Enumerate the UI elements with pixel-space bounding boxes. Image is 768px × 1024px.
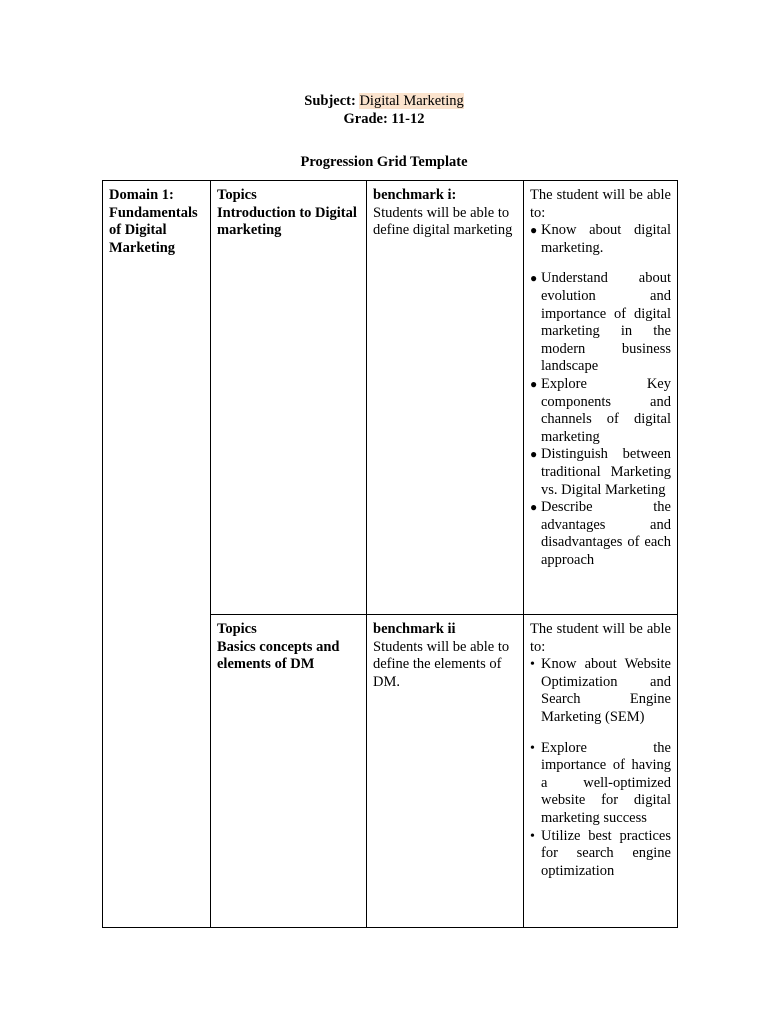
- progression-grid-table: [102, 180, 678, 928]
- outcomes-list: [530, 656, 671, 880]
- topic-cell: [211, 181, 367, 615]
- topic-cell: [211, 615, 367, 928]
- list-item: • Explore the importance of having a well-optimized website for digital marketing success: [530, 740, 671, 828]
- subject-line: [0, 93, 768, 110]
- list-item: • Know about Website Optimization and Search Engine Marketing (SEM): [530, 656, 671, 726]
- domain-cell: [103, 181, 211, 928]
- table-row: [103, 181, 678, 615]
- topic-title: Basics concepts and elements of DM: [217, 638, 340, 673]
- topic-title: Introduction to Digital marketing: [217, 204, 357, 239]
- benchmark-text: Students will be able to define digital marketing: [373, 204, 513, 239]
- benchmark-cell: [367, 615, 524, 928]
- list-item: ● Explore Key components and channels of digital marketing: [530, 376, 671, 446]
- benchmark-text: Students will be able to define the elements of DM.: [373, 638, 510, 690]
- list-item: ● Understand about evolution and importance of digital marketing in the modern business landscape: [530, 270, 671, 376]
- benchmark-cell: [367, 181, 524, 615]
- outcomes-list: [530, 222, 671, 569]
- domain-label: Domain 1: Fundamentals of Digital Marketing: [109, 187, 198, 256]
- outcomes-cell: [524, 615, 678, 928]
- list-item: ● Describe the advantages and disadvantages of each approach: [530, 499, 671, 569]
- document-title: Progression Grid Template: [300, 154, 468, 170]
- outcomes-intro: The student will be able to:: [530, 621, 671, 655]
- subject-label: Subject:: [304, 93, 356, 109]
- outcomes-intro: The student will be able to:: [530, 187, 671, 221]
- benchmark-label: benchmark i:: [373, 187, 457, 203]
- topics-label: Topics: [217, 187, 257, 203]
- list-item: ● Know about digital marketing.: [530, 222, 671, 257]
- outcomes-cell: [524, 181, 678, 615]
- grade-line: Grade: 11-12: [343, 111, 425, 127]
- benchmark-label: benchmark ii: [373, 621, 456, 637]
- topics-label: Topics: [217, 621, 257, 637]
- list-item: ● Distinguish between traditional Marketing vs. Digital Marketing: [530, 446, 671, 499]
- subject-value: Digital Marketing: [359, 93, 464, 109]
- list-item: • Utilize best practices for search engine optimization: [530, 828, 671, 881]
